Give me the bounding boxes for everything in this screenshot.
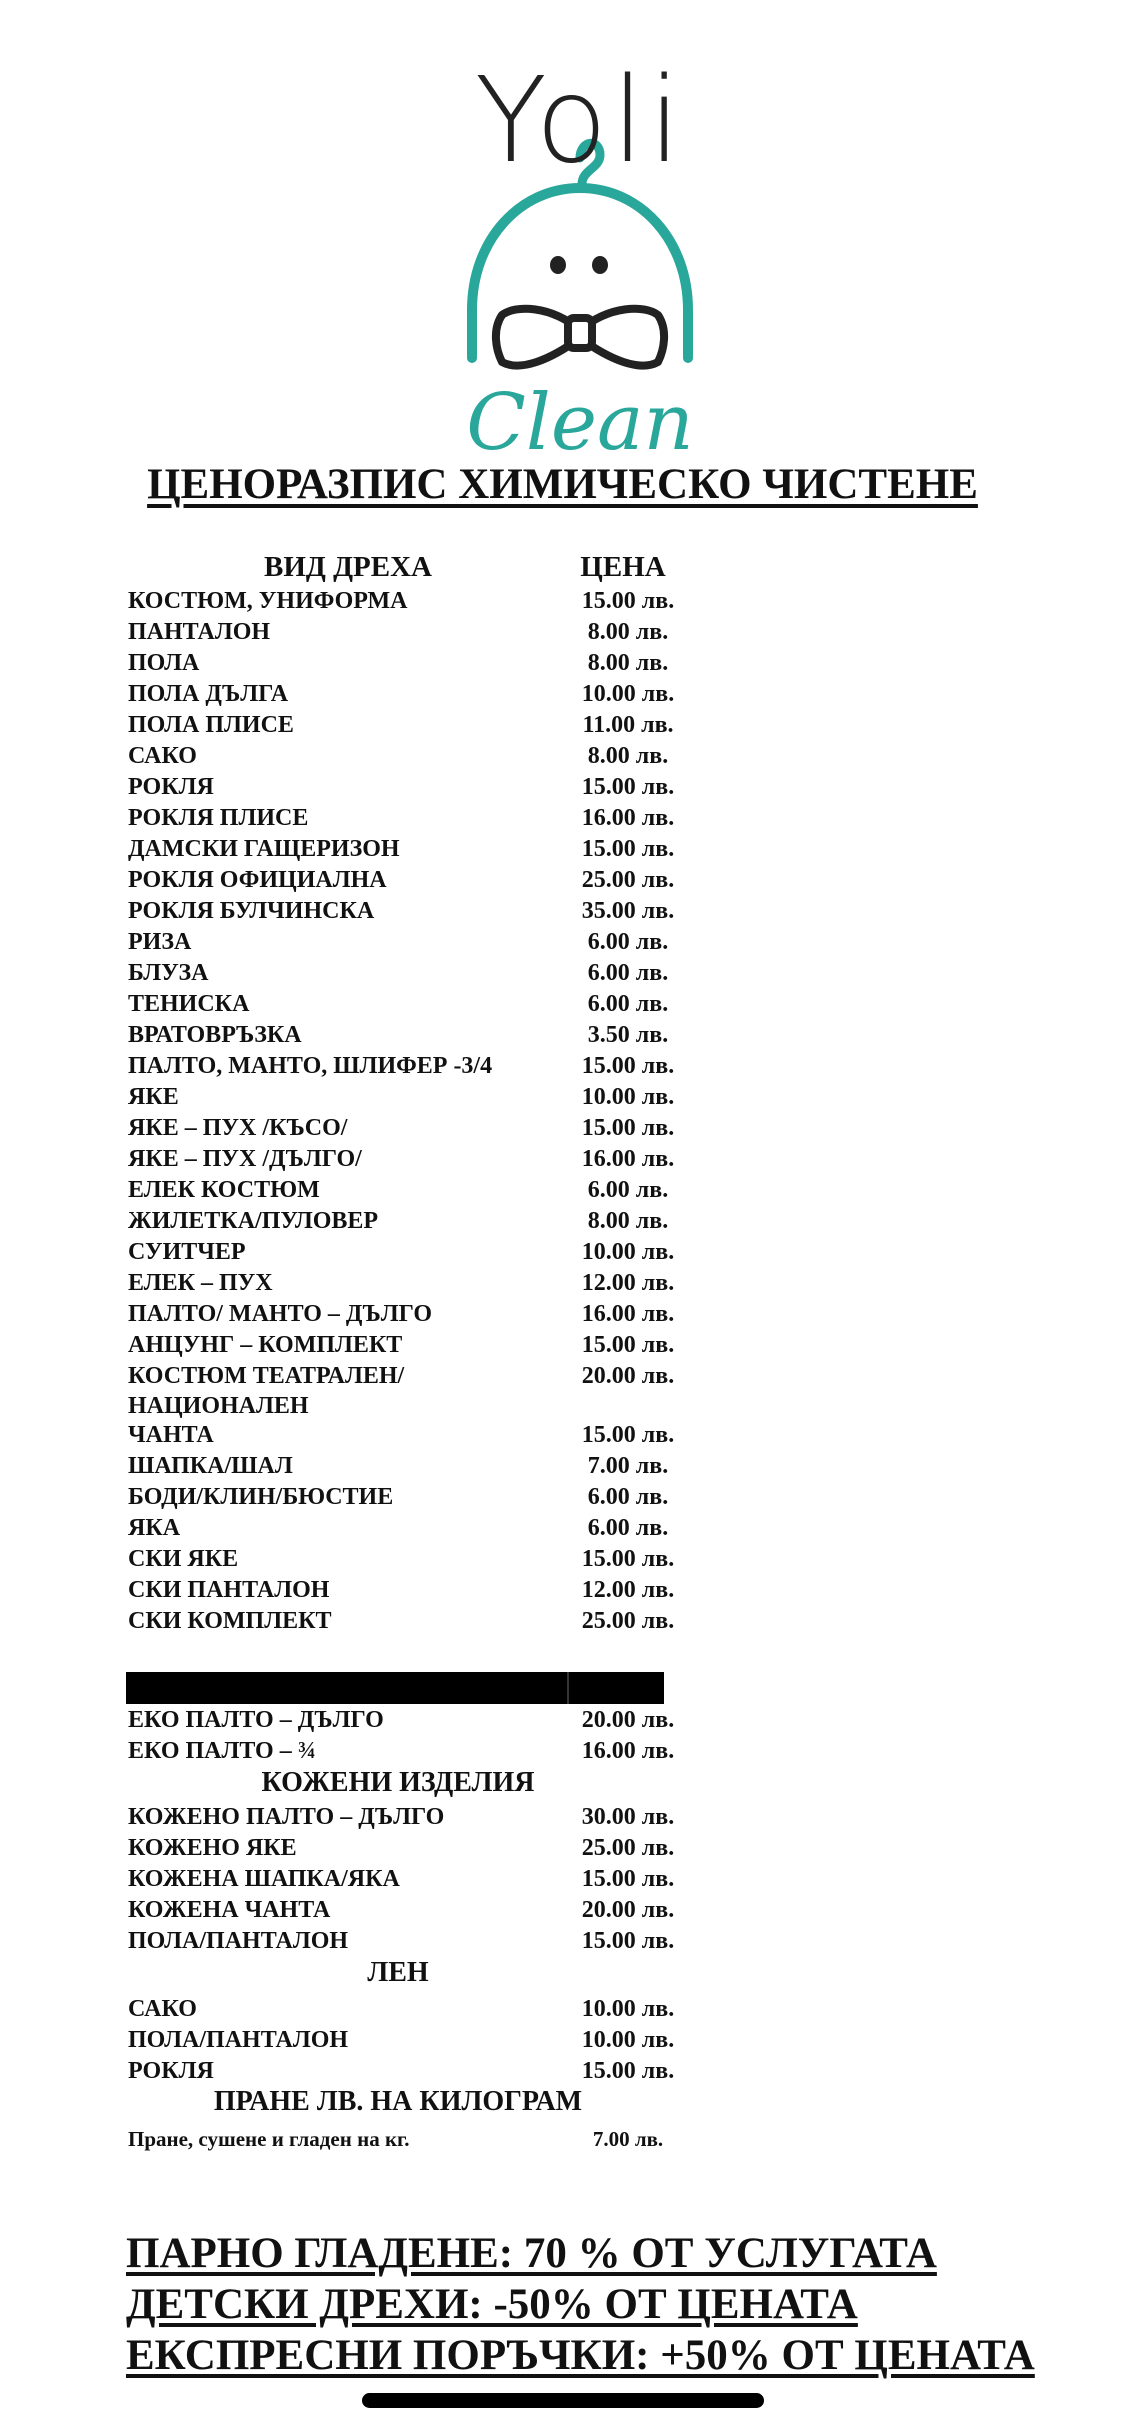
item-name: СКИ ЯКЕ [128, 1546, 239, 1572]
item-price: 12.00 лв. [581, 1577, 675, 1603]
item-name: РИЗА [128, 929, 192, 955]
item-price: 8.00 лв. [587, 650, 669, 676]
item-price: 15.00 лв. [581, 588, 675, 614]
item-price: 15.00 лв. [581, 836, 675, 862]
item-name: ПОЛА ПЛИСЕ [128, 712, 294, 738]
item-price: 6.00 лв. [587, 1177, 669, 1203]
item-price: 6.00 лв. [587, 960, 669, 986]
item-price: 8.00 лв. [587, 1208, 669, 1234]
item-name: ЯКА [128, 1515, 181, 1541]
item-name: ЕКО ПАЛТО – ДЪЛГО [128, 1707, 384, 1733]
note-kids-clothes: ДЕТСКИ ДРЕХИ: -50% ОТ ЦЕНАТА [126, 2281, 858, 2328]
column-header-name: ВИД ДРЕХА [264, 551, 432, 583]
item-name: ЯКЕ – ПУХ /ДЪЛГО/ [128, 1146, 362, 1172]
item-name: ПАЛТО/ МАНТО – ДЪЛГО [128, 1301, 433, 1327]
item-name: КОЖЕНО ПАЛТО – ДЪЛГО [128, 1804, 445, 1830]
item-price: 15.00 лв. [581, 1332, 675, 1358]
item-name: ЖИЛЕТКА/ПУЛОВЕР [128, 1208, 379, 1234]
brand-name-top: Yoli [474, 51, 686, 189]
item-name: САКО [128, 743, 197, 769]
item-price: 30.00 лв. [581, 1804, 675, 1830]
item-price: 10.00 лв. [581, 1996, 675, 2022]
section-title-wash: ПРАНЕ ЛВ. НА КИЛОГРАМ [213, 2086, 583, 2117]
item-name: ЕКО ПАЛТО – ¾ [128, 1738, 316, 1764]
item-price: 15.00 лв. [581, 2058, 675, 2084]
item-price: 7.00 лв. [592, 2127, 664, 2151]
item-price: 10.00 лв. [581, 681, 675, 707]
note-express-orders: ЕКСПРЕСНИ ПОРЪЧКИ: +50% ОТ ЦЕНАТА [126, 2332, 1035, 2379]
section-title-linen: ЛЕН [367, 1957, 429, 1988]
item-price: 11.00 лв. [582, 712, 674, 738]
item-price: 8.00 лв. [587, 619, 669, 645]
item-price: 15.00 лв. [581, 1546, 675, 1572]
item-price: 25.00 лв. [581, 1835, 675, 1861]
item-name: ПОЛА/ПАНТАЛОН [128, 2027, 349, 2053]
item-name: БОДИ/КЛИН/БЮСТИЕ [128, 1484, 394, 1510]
footer-notes [126, 2228, 1106, 2381]
item-price: 15.00 лв. [581, 774, 675, 800]
item-name: ПОЛА ДЪЛГА [128, 681, 289, 707]
item-price: 6.00 лв. [587, 929, 669, 955]
item-name: КОЖЕНА ЧАНТА [128, 1897, 331, 1923]
item-name: РОКЛЯ [128, 2058, 214, 2084]
item-name: АНЦУНГ – КОМПЛЕКТ [128, 1332, 403, 1358]
item-price: 16.00 лв. [581, 1301, 675, 1327]
item-price: 8.00 лв. [587, 743, 669, 769]
item-price: 10.00 лв. [581, 2027, 675, 2053]
item-name: СУИТЧЕР [128, 1239, 246, 1265]
logo [430, 51, 730, 468]
item-name: ЯКЕ [128, 1084, 179, 1110]
item-name: СКИ КОМПЛЕКТ [128, 1608, 332, 1634]
price-row [128, 1361, 688, 1419]
item-name: ПАЛТО, МАНТО, ШЛИФЕР -3/4 [128, 1053, 493, 1079]
item-name: ПОЛА/ПАНТАЛОН [128, 1928, 349, 1954]
item-price: 15.00 лв. [581, 1866, 675, 1892]
home-indicator[interactable] [362, 2393, 764, 2408]
item-price: 15.00 лв. [581, 1422, 675, 1448]
item-price: 10.00 лв. [581, 1084, 675, 1110]
item-name: КОЖЕНО ЯКЕ [128, 1835, 297, 1861]
note-steam-ironing: ПАРНО ГЛАДЕНЕ: 70 % ОТ УСЛУГАТА [126, 2230, 937, 2277]
item-price: 7.00 лв. [587, 1453, 669, 1479]
brand-name-bottom: Clean [466, 378, 694, 468]
item-price: 25.00 лв. [581, 1608, 675, 1634]
item-name: РОКЛЯ ОФИЦИАЛНА [128, 867, 387, 893]
item-name: ДАМСКИ ГАЩЕРИЗОН [128, 836, 400, 862]
section-title-leather: КОЖЕНИ ИЗДЕЛИЯ [261, 1767, 535, 1798]
item-price: 16.00 лв. [581, 805, 675, 831]
item-price: 15.00 лв. [581, 1053, 675, 1079]
column-header-price: ЦЕНА [580, 551, 666, 583]
item-name: СКИ ПАНТАЛОН [128, 1577, 330, 1603]
item-name [128, 1361, 558, 1421]
item-name: РОКЛЯ ПЛИСЕ [128, 805, 309, 831]
item-name: Пране, сушене и гладен на кг. [128, 2127, 410, 2151]
page-title: ЦЕНОРАЗПИС ХИМИЧЕСКО ЧИСТЕНЕ [147, 461, 978, 508]
item-name: ВРАТОВРЪЗКА [128, 1022, 302, 1048]
item-price: 16.00 лв. [581, 1146, 675, 1172]
item-name: ЯКЕ – ПУХ /КЪСО/ [128, 1115, 348, 1141]
item-name: ЧАНТА [128, 1422, 214, 1448]
item-name: КОСТЮМ, УНИФОРМА [128, 588, 408, 614]
item-price: 20.00 лв. [581, 1363, 675, 1389]
item-name: ПОЛА [128, 650, 200, 676]
item-name: ЕЛЕК КОСТЮМ [128, 1177, 320, 1203]
item-name: ЕЛЕК – ПУХ [128, 1270, 273, 1296]
item-price: 6.00 лв. [587, 1515, 669, 1541]
item-price: 6.00 лв. [587, 1484, 669, 1510]
item-price: 25.00 лв. [581, 867, 675, 893]
item-name: РОКЛЯ [128, 774, 214, 800]
item-price: 6.00 лв. [587, 991, 669, 1017]
redacted-divider [567, 1672, 569, 1704]
item-name: ПАНТАЛОН [128, 619, 271, 645]
item-price: 35.00 лв. [581, 898, 675, 924]
item-price: 16.00 лв. [581, 1738, 675, 1764]
item-name: ШАПКА/ШАЛ [128, 1453, 293, 1479]
item-name: САКО [128, 1996, 197, 2022]
item-price: 3.50 лв. [587, 1022, 669, 1048]
item-name-line-1: КОСТЮМ ТЕАТРАЛЕН/ [128, 1363, 405, 1389]
item-price: 10.00 лв. [581, 1239, 675, 1265]
item-price: 20.00 лв. [581, 1897, 675, 1923]
item-name: ТЕНИСКА [128, 991, 250, 1017]
redacted-section-header [126, 1672, 664, 1704]
item-price: 20.00 лв. [581, 1707, 675, 1733]
item-price: 12.00 лв. [581, 1270, 675, 1296]
item-name: РОКЛЯ БУЛЧИНСКА [128, 898, 375, 924]
item-price: 15.00 лв. [581, 1928, 675, 1954]
item-name-line-2: НАЦИОНАЛЕН [128, 1393, 309, 1419]
item-name: БЛУЗА [128, 960, 209, 986]
item-price: 15.00 лв. [581, 1115, 675, 1141]
item-name: КОЖЕНА ШАПКА/ЯКА [128, 1866, 400, 1892]
